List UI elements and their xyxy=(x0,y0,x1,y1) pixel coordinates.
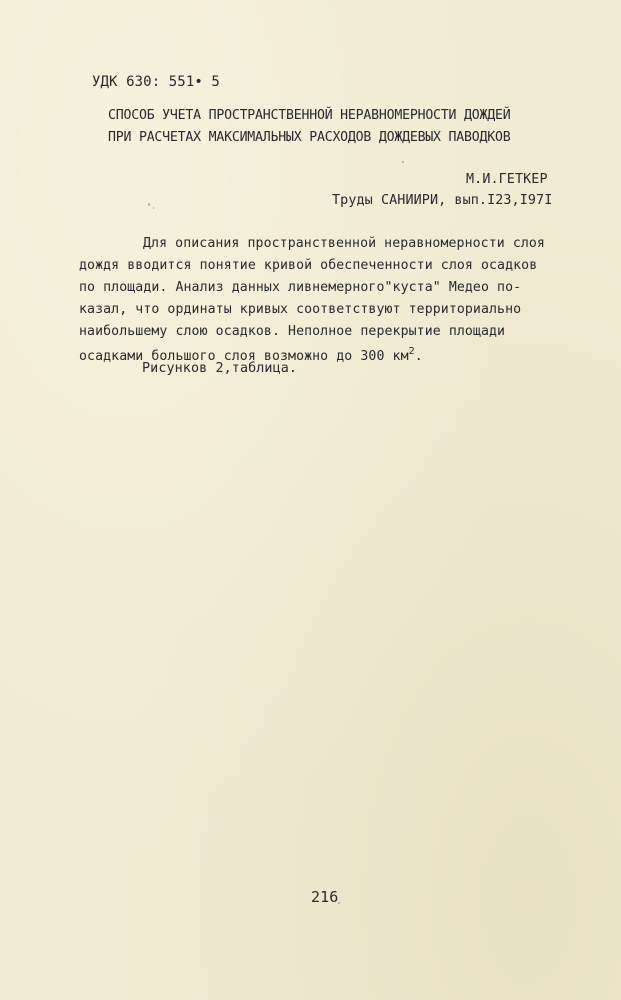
page-number: 216 xyxy=(311,888,339,906)
abstract-line-1: Для описания пространственной неравномерности слоя xyxy=(143,236,545,251)
abstract-line-3: по площади. Анализ данных ливнемерного"куста" Медео по- xyxy=(79,280,522,295)
title-line-2: ПРИ РАСЧЕТАХ МАКСИМАЛЬНЫХ РАСХОДОВ ДОЖДЕВЫХ ПАВОДКОВ xyxy=(108,130,511,145)
udk-code: УДК 630: 551• 5 xyxy=(92,74,220,90)
abstract-line-5: наибольшему слою осадков. Неполное перекрытие площади xyxy=(79,324,506,339)
author-name: М.И.ГЕТКЕР xyxy=(466,172,548,187)
abstract-line-6-text: осадками большого слоя возможно до 300 км xyxy=(79,349,409,364)
source-citation: Труды САНИИРИ, вып.I23,I97I xyxy=(332,193,553,208)
abstract-line-2: дождя вводится понятие кривой обеспеченности слоя осадков xyxy=(79,258,538,273)
abstract-line-6-end: . xyxy=(414,349,423,364)
superscript-exponent: 2 xyxy=(408,346,415,357)
figures-note: Рисунков 2,таблица. xyxy=(142,361,298,376)
title-line-1: СПОСОБ УЧЕТА ПРОСТРАНСТВЕННОЙ НЕРАВНОМЕРНОСТИ ДОЖДЕЙ xyxy=(108,108,511,123)
paper-speck xyxy=(153,207,154,209)
paper-speck xyxy=(402,161,404,163)
paper-speck xyxy=(148,203,150,206)
paper-speck xyxy=(338,902,340,904)
abstract-line-4: казал, что ординаты кривых соответствуют территориально xyxy=(79,302,522,317)
